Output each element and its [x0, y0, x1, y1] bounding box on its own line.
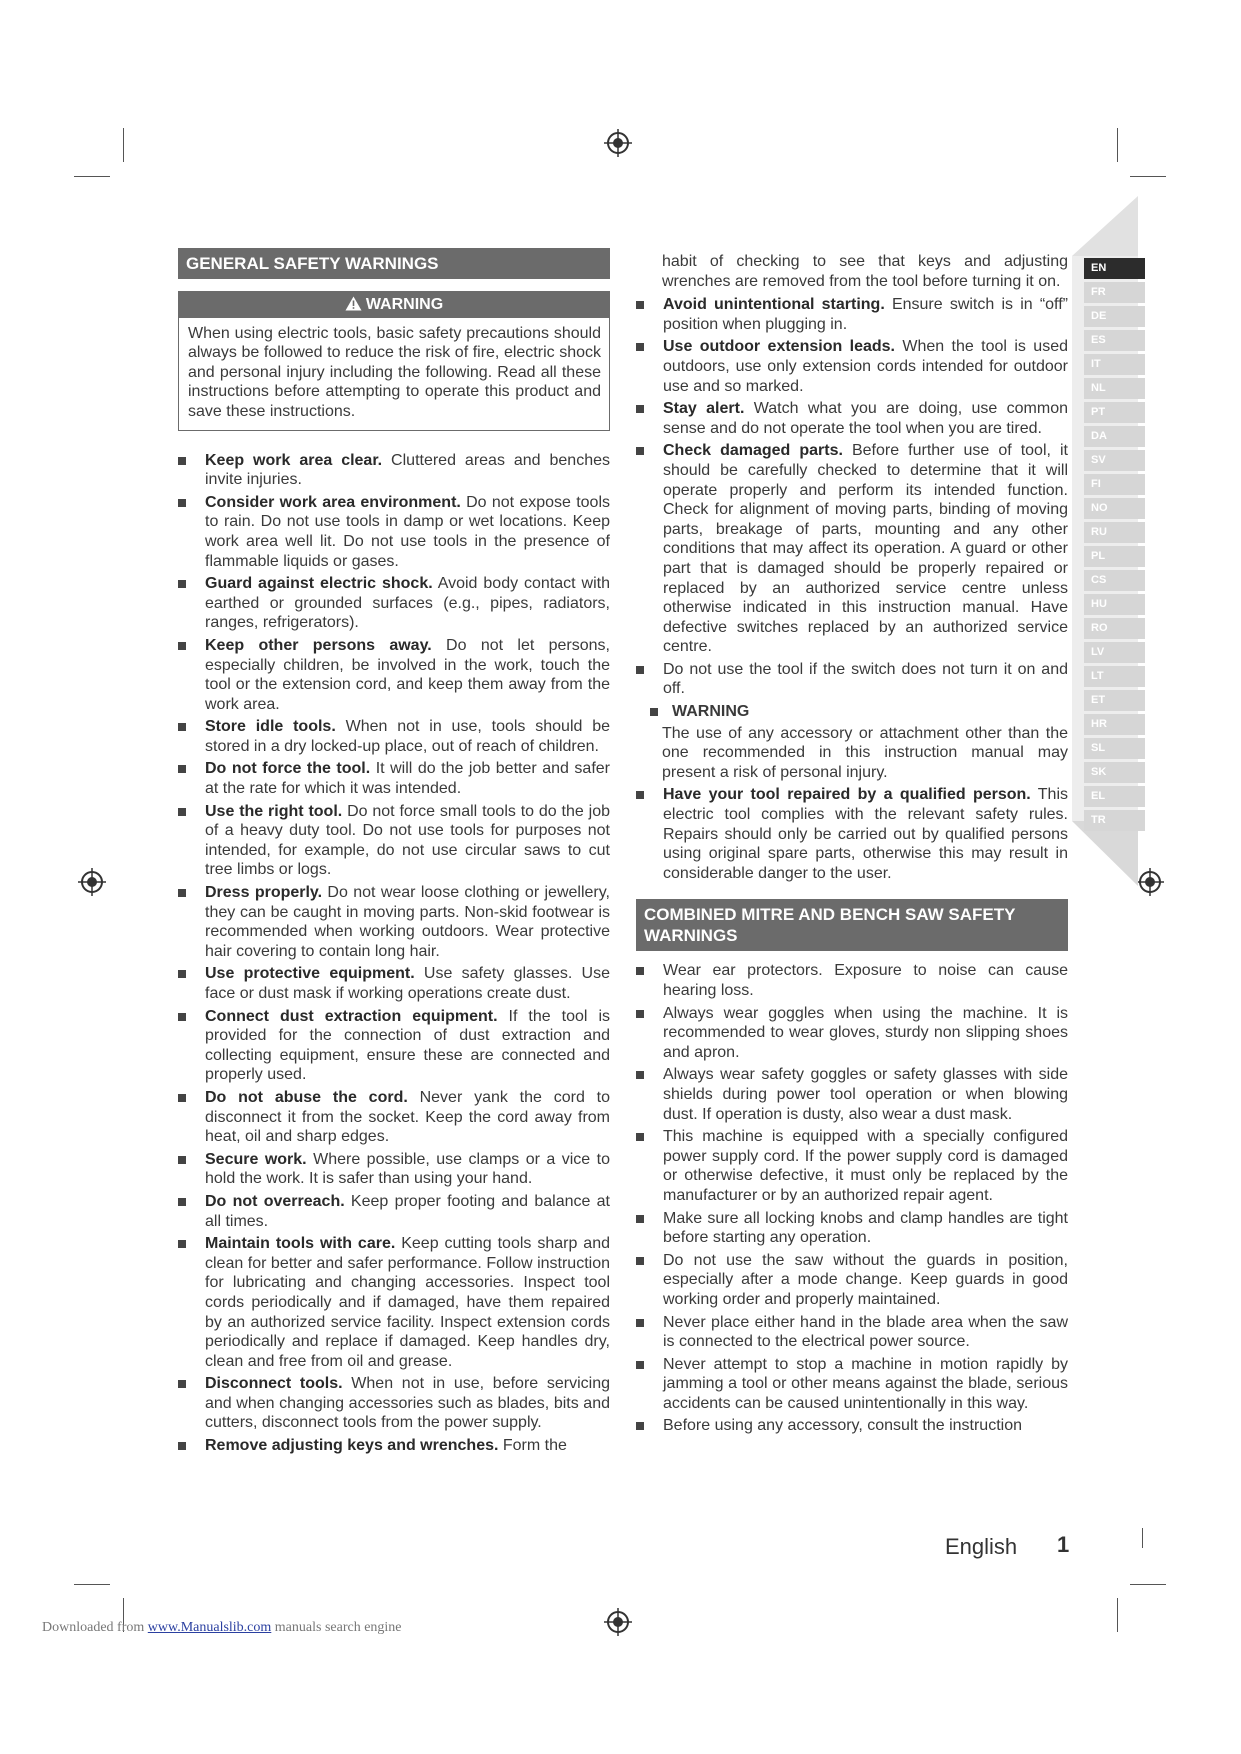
- item-text: When not in use, before servicing and when changing accessories such as blades, bits and cutters, disconnect tools from the power supply.: [205, 1375, 611, 1432]
- item-text: Do not use the tool if the switch does not turn it on and off.: [663, 660, 1068, 698]
- list-item: [178, 1088, 610, 1147]
- list-item: Wear ear protectors. Exposure to noise can cause hearing loss.: [636, 961, 1068, 1000]
- item-title: Use protective equipment.: [205, 965, 415, 983]
- item-title: Guard against electric shock.: [205, 575, 433, 593]
- item-text: Never yank the cord to disconnect it from the socket. Keep the cord away from heat, oil and sharp edges.: [205, 1088, 610, 1146]
- list-item: Never attempt to stop a machine in motion rapidly by jamming a tool or other means against the blade, serious accidents can be caused unintentionally in this way.: [636, 1355, 1068, 1414]
- tab-nl[interactable]: NL: [1084, 378, 1145, 399]
- list-item: [178, 451, 610, 490]
- list-item: [178, 1192, 610, 1231]
- registration-mark-icon: [604, 1608, 632, 1636]
- item-title: Secure work.: [205, 1150, 307, 1168]
- registration-mark-icon: [78, 868, 106, 896]
- general-safety-list-continued: [636, 295, 1068, 699]
- list-item: [636, 337, 1068, 396]
- download-note: [42, 1620, 402, 1636]
- item-title: Have your tool repaired by a qualified person.: [663, 786, 1031, 804]
- item-title: Connect dust extraction equipment.: [205, 1007, 498, 1025]
- item-text: Ensure switch is in “off” position when plugging in.: [663, 296, 1068, 333]
- list-item: Always wear safety goggles or safety glasses with side shields during power tool operation or when blowing dust. If operation is dusty, also wear a dust mask.: [636, 1065, 1068, 1124]
- tab-da[interactable]: DA: [1084, 426, 1145, 447]
- right-column: [636, 252, 1068, 1439]
- tab-el[interactable]: EL: [1084, 786, 1145, 807]
- item-text: Keep proper footing and balance at all times.: [205, 1192, 610, 1230]
- item-text: Watch what you are doing, use common sense and do not operate the tool when you are tired.: [663, 400, 1069, 437]
- saw-safety-list: [636, 961, 1068, 1436]
- item-title: Stay alert.: [663, 400, 745, 418]
- warning-title: WARNING: [365, 296, 444, 313]
- list-item: [178, 1374, 610, 1433]
- section-heading: GENERAL SAFETY WARNINGS: [178, 248, 610, 279]
- crop-mark: [1117, 1598, 1118, 1632]
- tab-sv[interactable]: SV: [1084, 450, 1145, 471]
- list-item: [636, 295, 1068, 334]
- tab-pl[interactable]: PL: [1084, 546, 1145, 567]
- list-item: [178, 964, 610, 1003]
- crop-mark: [1130, 176, 1166, 177]
- list-item: [636, 660, 1068, 699]
- warning-triangle-icon: [345, 296, 362, 311]
- item-text: Do not let persons, especially children, be involved in the work, touch the tool or the extension cord, and keep them away from the work area.: [205, 636, 610, 713]
- crop-mark: [1130, 1584, 1166, 1585]
- item-text: Keep cutting tools sharp and clean for better and safer performance. Follow instruction for lubricating and changing accessories. Inspect tool cords periodically and if damaged, have them repaired by an authorized service facility. Inspect extension cords periodically and replace if damaged. Keep handles dry, clean and free from oil and grease.: [205, 1235, 610, 1370]
- language-tabs: [1084, 258, 1145, 834]
- tab-tr[interactable]: TR: [1084, 810, 1145, 831]
- section-heading: COMBINED MITRE AND BENCH SAW SAFETY WARNINGS: [636, 899, 1068, 951]
- tab-fi[interactable]: FI: [1084, 474, 1145, 495]
- list-item: [178, 717, 610, 756]
- sub-warning-text: The use of any accessory or attachment other than the one recommended in this instruction manual may present a risk of personal injury.: [662, 724, 1068, 781]
- item-text: Cluttered areas and benches invite injuries.: [205, 451, 610, 489]
- warning-text: When using electric tools, basic safety precautions should always be followed to reduce the risk of fire, electric shock and personal injury including the following. Read all these instructions before attempting to operate this product and save these instructions.: [188, 324, 601, 420]
- list-item: Never place either hand in the blade area when the saw is connected to the electrical power source.: [636, 1313, 1068, 1352]
- list-item: [178, 802, 610, 880]
- tab-en[interactable]: EN: [1084, 258, 1145, 279]
- download-prefix: Downloaded from: [42, 1620, 148, 1635]
- tab-pt[interactable]: PT: [1084, 402, 1145, 423]
- list-item: [178, 883, 610, 961]
- item-title: Use the right tool.: [205, 802, 343, 820]
- footer-language: English: [945, 1534, 1018, 1559]
- warning-box: [178, 291, 610, 431]
- repair-list: [636, 785, 1068, 883]
- item-text: This electric tool complies with the relevant safety rules. Repairs should only be carried out by qualified persons using original spare parts, otherwise this may result in considerable danger to the user.: [663, 786, 1069, 882]
- item-title: Do not overreach.: [205, 1192, 345, 1210]
- tab-hr[interactable]: HR: [1084, 714, 1145, 735]
- tab-no[interactable]: NO: [1084, 498, 1145, 519]
- list-item: [178, 1436, 610, 1456]
- item-title: Avoid unintentional starting.: [663, 296, 885, 314]
- item-title: Do not abuse the cord.: [205, 1088, 408, 1106]
- crop-mark: [1117, 128, 1118, 162]
- registration-mark-icon: [1136, 868, 1164, 896]
- warning-header: [179, 292, 609, 318]
- tab-ru[interactable]: RU: [1084, 522, 1145, 543]
- list-item: [178, 759, 610, 798]
- download-suffix: manuals search engine: [271, 1620, 402, 1635]
- list-item: [636, 785, 1068, 883]
- left-column: [178, 248, 610, 1459]
- item-title: Check damaged parts.: [663, 442, 843, 460]
- list-item: [178, 1150, 610, 1189]
- item-text: Where possible, use clamps or a vice to hold the work. It is safer than using your hand.: [205, 1150, 610, 1188]
- tab-lv[interactable]: LV: [1084, 642, 1145, 663]
- general-safety-list: [178, 451, 610, 1456]
- item-text: When the tool is used outdoors, use only extension cords intended for outdoor use and so marked.: [663, 338, 1069, 395]
- manualslib-link[interactable]: www.Manualslib.com: [147, 1620, 272, 1635]
- list-item: [636, 441, 1068, 657]
- sub-warning-title: [636, 702, 1068, 722]
- list-item: [178, 574, 610, 633]
- tab-fr[interactable]: FR: [1084, 282, 1145, 303]
- tab-ro[interactable]: RO: [1084, 618, 1145, 639]
- tab-de[interactable]: DE: [1084, 306, 1145, 327]
- tab-it[interactable]: IT: [1084, 354, 1145, 375]
- page-number: 1: [1057, 1532, 1070, 1557]
- tab-hu[interactable]: HU: [1084, 594, 1145, 615]
- item-title: Dress properly.: [205, 884, 323, 902]
- item-title: Store idle tools.: [205, 718, 336, 736]
- item-text: It will do the job better and safer at the rate for which it was intended.: [205, 760, 610, 798]
- list-item: Do not use the saw without the guards in position, especially after a mode change. Keep guards in good working order and properly maintained.: [636, 1251, 1068, 1310]
- tab-sk[interactable]: SK: [1084, 762, 1145, 783]
- tab-lt[interactable]: LT: [1084, 666, 1145, 687]
- item-text: Use safety glasses. Use face or dust mask if working operations create dust.: [205, 965, 610, 1002]
- continued-text: habit of checking to see that keys and adjusting wrenches are removed from the tool before turning it on.: [662, 253, 1068, 290]
- item-text: Form the: [498, 1437, 567, 1455]
- item-title: Keep work area clear.: [205, 451, 383, 469]
- item-text: Before further use of tool, it should be carefully checked to determine that it will operate properly and perform its intended function. Check for alignment of moving parts, binding of moving parts, breakage of parts, mounting and any other conditions that may affect its operation. A guard or other part that is damaged should be properly repaired or replaced by an authorized service centre unless otherwise indicated in this instruction manual. Have defective switches replaced by an authorized service centre.: [663, 442, 1068, 656]
- registration-mark-icon: [604, 129, 632, 157]
- list-item: Before using any accessory, consult the instruction: [636, 1416, 1068, 1436]
- crop-mark: [123, 128, 124, 162]
- list-item: Make sure all locking knobs and clamp handles are tight before starting any operation.: [636, 1209, 1068, 1248]
- tab-et[interactable]: ET: [1084, 690, 1145, 711]
- item-title: Maintain tools with care.: [205, 1235, 396, 1253]
- item-text: When not in use, tools should be stored in a dry locked-up place, out of reach of children.: [205, 718, 611, 755]
- item-text: If the tool is provided for the connection of dust extraction and collecting equipment, ensure these are connected and properly used.: [205, 1007, 611, 1084]
- crop-mark: [74, 176, 110, 177]
- list-item: [178, 493, 610, 571]
- sub-warning-label: WARNING: [672, 703, 750, 721]
- item-title: Disconnect tools.: [205, 1375, 343, 1393]
- list-item: [178, 1007, 610, 1085]
- item-title: Remove adjusting keys and wrenches.: [205, 1437, 499, 1455]
- list-item: [636, 399, 1068, 438]
- item-text: Do not expose tools to rain. Do not use tools in damp or wet locations. Keep work area well lit. Do not use tools in the presence of flammable liquids or gases.: [205, 493, 610, 570]
- crop-mark: [1142, 1528, 1143, 1548]
- list-item: This machine is equipped with a specially configured power supply cord. If the power supply cord is damaged or otherwise defective, it must only be replaced by the manufacturer or by an authorized repair agent.: [636, 1127, 1068, 1205]
- list-item: Always wear goggles when using the machine. It is recommended to wear gloves, sturdy non slipping shoes and apron.: [636, 1004, 1068, 1063]
- list-item: [178, 636, 610, 714]
- item-title: Use outdoor extension leads.: [663, 338, 895, 356]
- item-title: Consider work area environment.: [205, 493, 461, 511]
- item-text: Do not force small tools to do the job of a heavy duty tool. Do not use tools for purposes not intended, for example, do not use circular saws to cut tree limbs or logs.: [205, 802, 611, 879]
- tab-es[interactable]: ES: [1084, 330, 1145, 351]
- item-text: Avoid body contact with earthed or grounded surfaces (e.g., pipes, radiators, ranges, refrigerators).: [205, 575, 610, 632]
- list-item: [178, 1234, 610, 1371]
- item-title: Do not force the tool.: [205, 760, 371, 778]
- tab-sl[interactable]: SL: [1084, 738, 1145, 759]
- bullet-square-icon: [650, 708, 658, 716]
- item-title: Keep other persons away.: [205, 636, 432, 654]
- item-text: Do not wear loose clothing or jewellery, they can be caught in moving parts. Non-skid footwear is recommended when working outdoors. Wear protective hair covering to contain long hair.: [205, 884, 610, 960]
- crop-mark: [74, 1584, 110, 1585]
- tab-cs[interactable]: CS: [1084, 570, 1145, 591]
